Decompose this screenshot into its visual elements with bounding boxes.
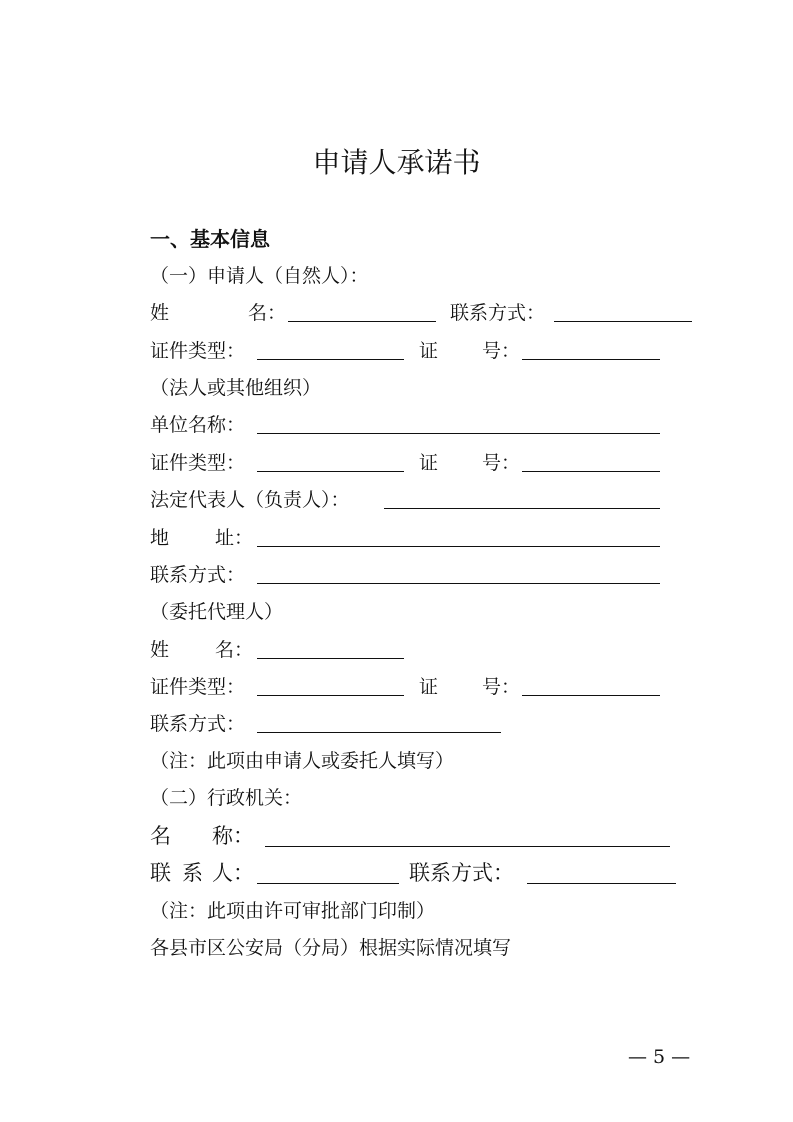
agent-name-label-char1: 姓	[150, 639, 170, 661]
contact-person-label-char1: 联	[150, 861, 171, 885]
applicant-name-field[interactable]	[288, 321, 436, 322]
org-id-no-label-char1: 证	[419, 452, 439, 474]
org-contact-label: 联系方式：	[150, 564, 246, 586]
authority-heading: （二）行政机关：	[150, 787, 303, 809]
agent-id-type-label: 证件类型：	[150, 676, 246, 698]
authority-name-label-char1: 名	[150, 824, 171, 848]
name-label-char2: 名：	[248, 302, 287, 324]
org-id-type-label: 证件类型：	[150, 452, 246, 474]
footer-note: 各县市区公安局（分局）根据实际情况填写	[150, 937, 512, 959]
agent-id-no-label-char1: 证	[419, 676, 439, 698]
applicant-contact-field[interactable]	[554, 321, 692, 322]
agent-heading: （委托代理人）	[150, 601, 284, 623]
org-id-no-field[interactable]	[522, 471, 660, 472]
agent-id-no-label-char2: 号：	[482, 676, 521, 698]
authority-name-label-char2: 称：	[212, 824, 254, 848]
agent-id-type-field[interactable]	[257, 695, 404, 696]
org-name-field[interactable]	[257, 433, 660, 434]
agent-id-no-field[interactable]	[522, 695, 660, 696]
natural-person-heading: （一）申请人（自然人）：	[150, 265, 369, 287]
address-label-char1: 地	[150, 527, 170, 549]
page-title: 申请人承诺书	[312, 146, 481, 179]
legal-rep-field[interactable]	[384, 508, 660, 509]
contact-person-label-char3: 人：	[212, 861, 254, 885]
note-applicant-fill: （注：此项由申请人或委托人填写）	[150, 750, 455, 772]
legal-person-heading: （法人或其他组织）	[150, 377, 322, 399]
note-authority-print: （注：此项由许可审批部门印制）	[150, 900, 436, 922]
org-name-label: 单位名称：	[150, 414, 246, 436]
id-no-label-char2: 号：	[482, 340, 521, 362]
page-number: — 5 —	[628, 1046, 691, 1068]
address-field[interactable]	[257, 546, 660, 547]
section-heading-basic-info: 一、基本信息	[150, 227, 270, 251]
authority-name-field[interactable]	[265, 846, 670, 847]
agent-contact-label: 联系方式：	[150, 713, 246, 735]
authority-contact-field[interactable]	[527, 883, 676, 884]
agent-name-field[interactable]	[257, 658, 404, 659]
applicant-contact-label: 联系方式：	[450, 302, 546, 324]
org-id-type-field[interactable]	[257, 471, 404, 472]
applicant-id-type-label: 证件类型：	[150, 340, 246, 362]
authority-contact-label: 联系方式：	[409, 861, 514, 885]
org-contact-field[interactable]	[257, 583, 660, 584]
authority-contact-person-field[interactable]	[257, 883, 399, 884]
address-label-char2: 址：	[215, 527, 254, 549]
legal-rep-label: 法定代表人（负责人）：	[150, 489, 350, 511]
name-label-char1: 姓	[150, 302, 170, 324]
applicant-id-no-field[interactable]	[522, 359, 660, 360]
agent-name-label-char2: 名：	[215, 639, 254, 661]
org-id-no-label-char2: 号：	[482, 452, 521, 474]
contact-person-label-char2: 系	[182, 861, 203, 885]
agent-contact-field[interactable]	[257, 732, 501, 733]
applicant-id-type-field[interactable]	[257, 359, 404, 360]
id-no-label-char1: 证	[419, 340, 439, 362]
